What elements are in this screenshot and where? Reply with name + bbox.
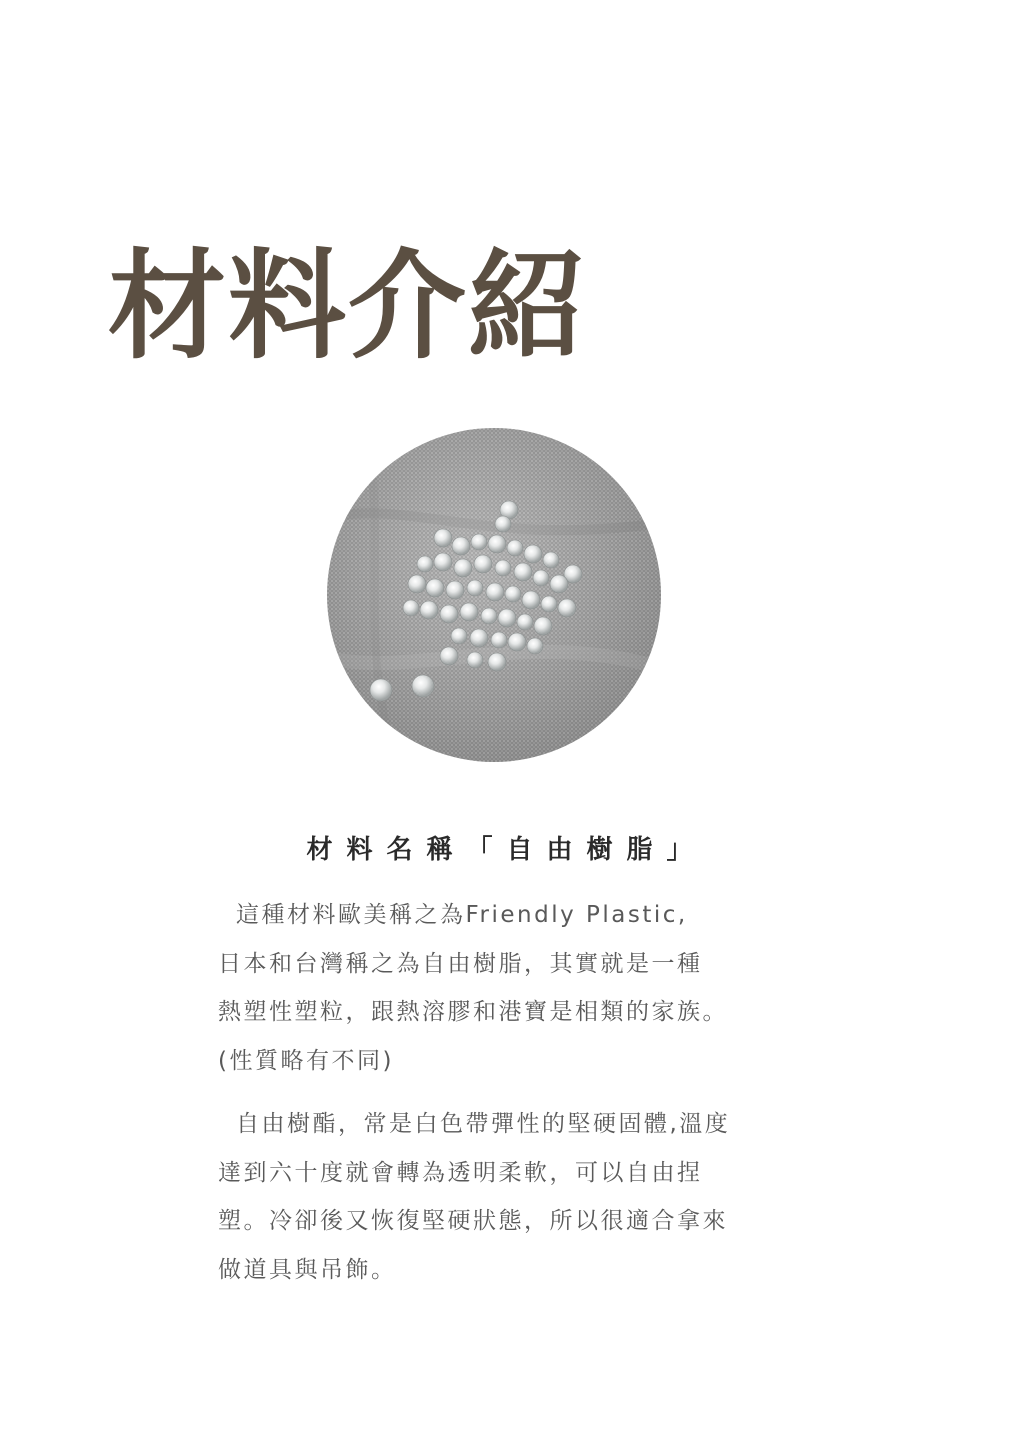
paragraph-line: 這種材料歐美稱之為Friendly Plastic, xyxy=(236,902,688,928)
material-name-heading: 材料名稱「自由樹脂」 xyxy=(306,835,707,865)
material-photo xyxy=(327,428,661,762)
paragraph-line: 做道具與吊飾。 xyxy=(218,1256,397,1283)
resin-pellets-image xyxy=(327,428,661,762)
paragraph-line: 達到六十度就會轉為透明柔軟，可以自由捏 xyxy=(218,1159,703,1186)
paragraph-line: 自由樹酯，常是白色帶彈性的堅硬固體,溫度 xyxy=(236,1111,731,1137)
intro-paragraph xyxy=(218,891,798,1085)
properties-paragraph xyxy=(218,1100,798,1294)
paragraph-line: (性質略有不同) xyxy=(218,1047,394,1074)
paragraph-line: 日本和台灣稱之為自由樹脂，其實就是一種 xyxy=(218,950,703,977)
paragraph-line: 塑。冷卻後又恢復堅硬狀態，所以很適合拿來 xyxy=(218,1208,728,1234)
page-title: 材料介紹 xyxy=(108,237,589,375)
paragraph-line: 熱塑性塑粒，跟熱溶膠和港寶是相類的家族。 xyxy=(218,999,728,1025)
